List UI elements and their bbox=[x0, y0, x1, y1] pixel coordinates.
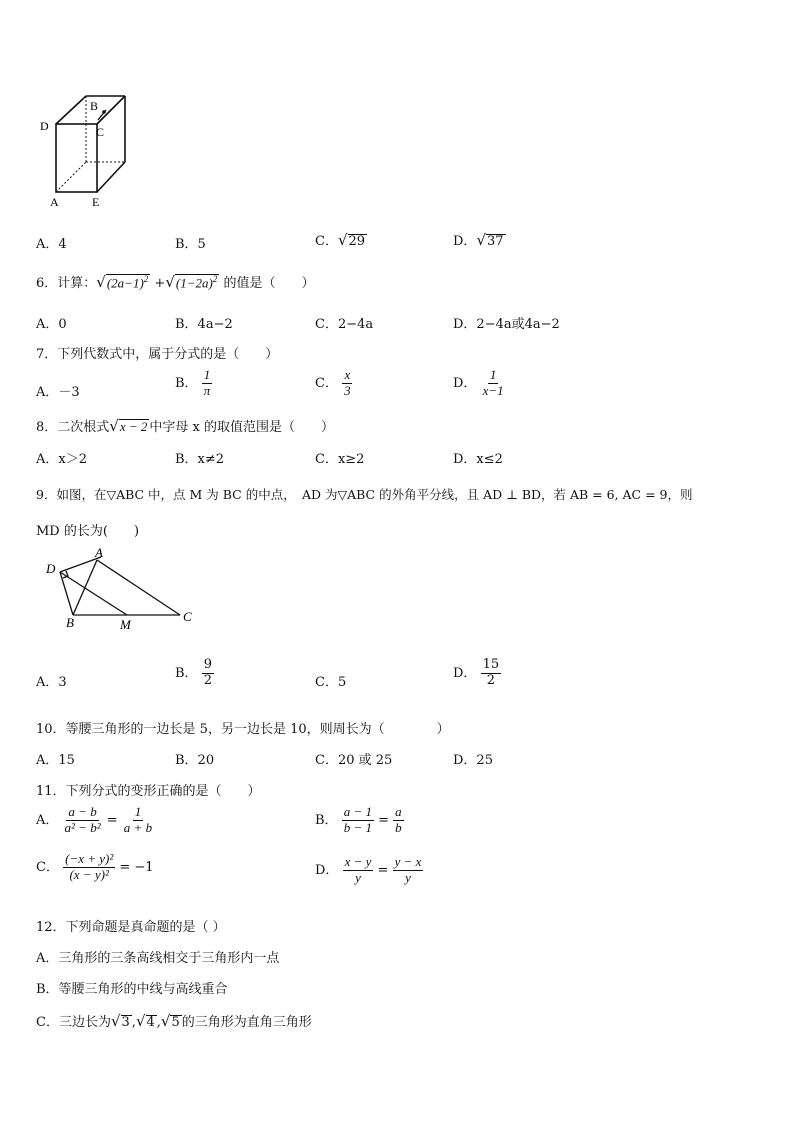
option-label: D． bbox=[453, 234, 477, 249]
option-label: C． bbox=[36, 859, 59, 875]
numerator: x − y bbox=[344, 854, 372, 869]
radicand: 37 bbox=[487, 234, 504, 249]
plus-sign: + bbox=[154, 276, 166, 291]
triangle-figure bbox=[40, 545, 210, 633]
option-label: C． bbox=[315, 375, 338, 391]
numerator: 1 bbox=[489, 367, 497, 382]
denominator: b bbox=[395, 819, 402, 835]
stem-suffix: 的值是（ ） bbox=[223, 276, 315, 291]
denominator: 3 bbox=[344, 382, 351, 398]
vertex-label-c: C bbox=[96, 125, 105, 139]
q10-option-b: B．20 bbox=[175, 753, 215, 768]
denominator: 2 bbox=[203, 672, 212, 688]
q5-option-c: C．√29 bbox=[315, 231, 366, 249]
q6-option-a: A．0 bbox=[36, 317, 67, 332]
q11-stem: 11．下列分式的变形正确的是（ ） bbox=[36, 784, 261, 799]
denominator: b − 1 bbox=[343, 819, 372, 835]
equals-sign: = bbox=[377, 862, 389, 878]
equals-rhs: = −1 bbox=[119, 859, 154, 875]
exponent: 2 bbox=[143, 273, 149, 284]
stem-suffix: 中字母 x 的取值范围是（ ） bbox=[149, 420, 334, 435]
point-label-a: A bbox=[95, 545, 103, 560]
q11-option-d bbox=[315, 855, 423, 886]
denominator: y bbox=[405, 869, 411, 885]
q7-option-c bbox=[315, 368, 353, 399]
vertex-label-e: E bbox=[92, 195, 100, 209]
q6-option-b: B．4a−2 bbox=[175, 317, 233, 332]
point-label-b: B bbox=[66, 615, 74, 630]
radicand: 3 bbox=[121, 1015, 130, 1030]
option-label: D． bbox=[315, 862, 339, 878]
option-label: D． bbox=[453, 665, 477, 681]
q8-option-d: D．x≤2 bbox=[453, 452, 503, 467]
radicand: 5 bbox=[171, 1015, 180, 1030]
stem-prefix: 6．计算： bbox=[36, 276, 97, 291]
denominator: x−1 bbox=[482, 382, 504, 398]
stem-prefix: 8．二次根式 bbox=[36, 420, 110, 435]
numerator: a − b bbox=[68, 804, 97, 819]
expr-1: (2a−1) bbox=[106, 275, 144, 290]
q12-option-b: B．等腰三角形的中线与高线重合 bbox=[36, 982, 228, 997]
denominator: (x − y)² bbox=[69, 866, 109, 882]
q9-option-c: C．5 bbox=[315, 675, 347, 690]
numerator: 1 bbox=[203, 367, 211, 382]
q10-stem: 10．等腰三角形的一边长是 5，另一边长是 10，则周长为（ ） bbox=[36, 722, 450, 737]
point-label-d: D bbox=[46, 561, 56, 576]
option-label: C． bbox=[315, 234, 338, 249]
q7-option-a: A．－3 bbox=[36, 385, 80, 400]
radicand: 4 bbox=[146, 1015, 155, 1030]
numerator: 1 bbox=[134, 804, 142, 819]
q9-option-d bbox=[453, 658, 501, 689]
option-label: B． bbox=[175, 375, 198, 391]
denominator: 2 bbox=[486, 672, 495, 688]
q11-option-b bbox=[315, 805, 404, 836]
point-label-m: M bbox=[120, 617, 131, 632]
equals-sign: = bbox=[378, 812, 390, 828]
option-suffix: 的三角形为直角三角形 bbox=[181, 1015, 312, 1030]
q10-option-a: A．15 bbox=[36, 753, 75, 768]
q10-option-d: D．25 bbox=[453, 753, 493, 768]
option-label: B． bbox=[175, 665, 198, 681]
q7-option-b bbox=[175, 368, 212, 399]
q6-stem: 6．计算：$√(2a-1)^2 +√(1-2a)^2$ 的值是（ ） bbox=[36, 273, 315, 291]
q9-option-a: A．3 bbox=[36, 675, 67, 690]
q5-option-b: B．5 bbox=[175, 237, 206, 252]
option-label: A． bbox=[36, 812, 59, 828]
q10-option-c: C．20 或 25 bbox=[315, 753, 393, 768]
q8-option-c: C．x≥2 bbox=[315, 452, 365, 467]
denominator: a + b bbox=[123, 819, 153, 835]
denominator: π bbox=[203, 382, 211, 398]
exponent: 2 bbox=[212, 273, 218, 284]
q7-stem: 7．下列代数式中，属于分式的是（ ） bbox=[36, 347, 279, 362]
q8-option-a: A．x＞2 bbox=[36, 452, 87, 467]
denominator: a² − b² bbox=[64, 819, 101, 835]
point-label-c: C bbox=[183, 609, 192, 624]
radicand: 29 bbox=[348, 234, 366, 249]
vertex-label-b: B bbox=[90, 99, 99, 113]
q9-option-b bbox=[175, 658, 214, 689]
q5-option-a: A．4 bbox=[36, 237, 67, 252]
q8-option-b: B．x≠2 bbox=[175, 452, 225, 467]
equals-sign: = bbox=[106, 812, 118, 828]
q9-stem-line-1: 9．如图，在▽ABC 中，点 M 为 BC 的中点， AD 为▽ABC 的外角平分线，且 AD ⊥ BD，若 AB = 6, AC = 9，则 bbox=[36, 487, 693, 502]
q6-option-c: C．2−4a bbox=[315, 317, 374, 332]
vertex-label-a: A bbox=[50, 195, 59, 209]
q12-stem: 12．下列命题是真命题的是（ ） bbox=[36, 920, 226, 935]
q12-option-c: C．三边长为√3 ,√4 ,√5 的三角形为直角三角形 bbox=[36, 1012, 312, 1030]
numerator: x bbox=[344, 367, 351, 382]
numerator: a − 1 bbox=[343, 804, 372, 819]
numerator: 15 bbox=[482, 657, 500, 672]
numerator: y − x bbox=[394, 854, 422, 869]
q9-stem-line-2: MD 的长为( ) bbox=[36, 524, 140, 539]
q12-option-a: A．三角形的三条高线相交于三角形内一点 bbox=[36, 951, 280, 966]
q6-option-d: D．2−4a或4a−2 bbox=[453, 317, 560, 332]
numerator: 9 bbox=[203, 657, 212, 672]
option-prefix: C．三边长为 bbox=[36, 1015, 111, 1030]
vertex-label-d: D bbox=[40, 119, 49, 133]
cuboid-figure bbox=[36, 90, 136, 210]
numerator: (−x + y)² bbox=[65, 851, 114, 866]
q11-option-a bbox=[36, 805, 154, 836]
option-label: D． bbox=[453, 375, 477, 391]
q11-option-c bbox=[36, 852, 154, 883]
radicand: x − 2 bbox=[119, 419, 148, 434]
numerator: a bbox=[395, 804, 402, 819]
option-label: B． bbox=[315, 812, 338, 828]
q5-option-d: D．√37 bbox=[453, 231, 504, 249]
q8-stem: 8．二次根式√x − 2 中字母 x 的取值范围是（ ） bbox=[36, 417, 334, 435]
expr-2: (1−2a) bbox=[175, 275, 213, 290]
denominator: y bbox=[355, 869, 361, 885]
q7-option-d bbox=[453, 368, 506, 399]
